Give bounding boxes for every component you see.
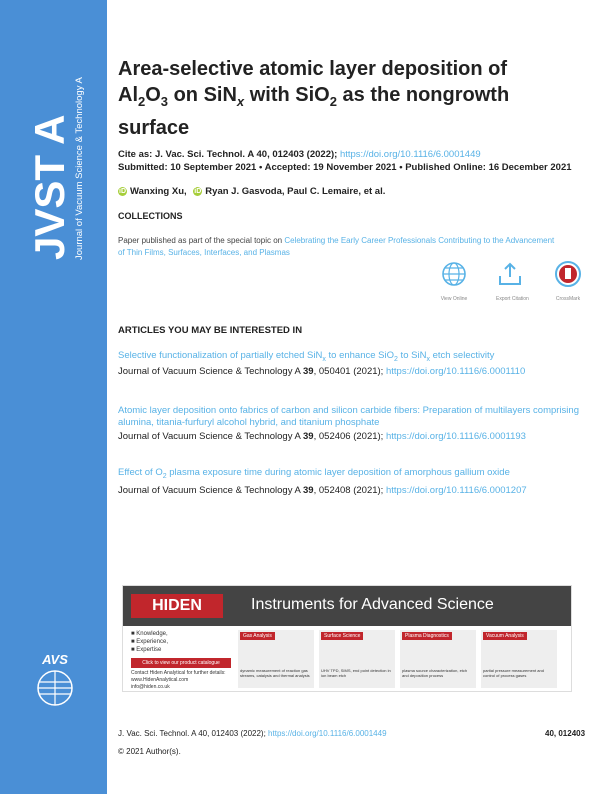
hiden-advertisement[interactable] xyxy=(122,585,572,692)
crossmark-button[interactable] xyxy=(554,260,582,302)
author-list xyxy=(118,186,385,197)
related-article-title[interactable]: Effect of $O_2$ plasma exposure time during atomic layer deposition of amorphous gallium oxide xyxy=(118,467,510,480)
article-doi-link[interactable]: https://doi.org/10.1116/6.0001449 xyxy=(339,149,481,160)
export-citation-button[interactable] xyxy=(496,260,529,302)
orcid-icon[interactable]: iD xyxy=(194,187,202,195)
author-1[interactable]: Wanxing Xu, xyxy=(130,186,187,197)
special-topic-link[interactable]: Celebrating the Early Career Professionals Contributing to the Advancement of Thin Films, Surfaces, Interfaces, and Plasmas xyxy=(118,236,555,257)
related-article-reference: Journal of Vacuum Science & Technology A 39, 052408 (2021); https://doi.org/10.1116/6.0001207 xyxy=(118,485,527,496)
ad-panel-gas-analysis: Gas Analysis dynamic measurement of reaction gas streams, catalysis and thermal analysis xyxy=(238,630,314,688)
ad-panel-vacuum-analysis: Vacuum Analysis partial pressure measurement and control of process gases xyxy=(481,630,557,688)
journal-logo xyxy=(20,60,90,270)
copyright: © 2021 Author(s). xyxy=(118,747,181,756)
globe-icon xyxy=(440,260,468,288)
related-article-reference: Journal of Vacuum Science & Technology A 39, 050401 (2021); https://doi.org/10.1116/6.0001110 xyxy=(118,366,526,377)
related-article-doi[interactable]: https://doi.org/10.1116/6.0001110 xyxy=(385,366,526,377)
export-citation-label: Export Citation xyxy=(496,296,529,302)
view-online-label: View Online xyxy=(440,296,468,302)
author-2[interactable]: Ryan J. Gasvoda, Paul C. Lemaire, et al. xyxy=(205,186,386,197)
journal-sidebar xyxy=(0,0,107,794)
related-article-reference: Journal of Vacuum Science & Technology A 39, 052406 (2021); https://doi.org/10.1116/6.0001193 xyxy=(118,431,526,442)
journal-abbrev: JVST A xyxy=(26,114,73,260)
export-icon xyxy=(496,260,524,288)
related-article-doi[interactable]: https://doi.org/10.1116/6.0001207 xyxy=(385,485,527,496)
footer-page-number: 40, 012403 xyxy=(545,729,586,738)
hiden-logo: HIDEN xyxy=(131,594,223,618)
crossmark-label: CrossMark xyxy=(555,296,581,302)
ad-contact: Contact Hiden Analytical for further details: www.HidenAnalytical.com info@hiden.co.uk xyxy=(131,670,226,690)
orcid-icon[interactable]: iD xyxy=(119,187,126,195)
ad-panel-surface-science: Surface Science UHV TPD, SIMS, end point detection in ion beam etch xyxy=(319,630,395,688)
related-article-title[interactable]: Atomic layer deposition onto fabrics of carbon and silicon carbide fibers: Preparation of multilayers comprising alumina, titania-furfuryl alcohol hybrid, and titanium phosphate xyxy=(118,405,579,428)
collections-heading: COLLECTIONS xyxy=(118,211,183,221)
ad-bullets: ■ Knowledge, ■ Experience, ■ Expertise xyxy=(131,631,168,653)
article-title: Area-selective atomic layer deposition of $Al_2O_3$ on SiN$_x$ with SiO$_2$ as the nongrowth surface xyxy=(118,58,510,139)
special-topic-note: Paper published as part of the special topic on Celebrating the Early Career Professionals Contributing to the Advancement of Thin Films, Surfaces, Interfaces, and Plasmas xyxy=(118,236,555,257)
crossmark-icon xyxy=(554,260,582,288)
footer-doi-link[interactable]: https://doi.org/10.1116/6.0001449 xyxy=(268,729,387,738)
view-online-button[interactable] xyxy=(440,260,468,302)
avs-logo-text: AVS xyxy=(42,652,68,667)
related-article-title[interactable]: Selective functionalization of partially etched SiN$_x$ to enhance SiO$_2$ to SiN$_x$ etch selectivity xyxy=(118,350,495,363)
ad-catalogue-button[interactable]: Click to view our product catalogue xyxy=(131,658,231,668)
article-dates: Submitted: 10 September 2021 • Accepted: 19 November 2021 • Published Online: 16 December 2021 xyxy=(118,162,572,173)
footer-citation: J. Vac. Sci. Technol. A 40, 012403 (2022); https://doi.org/10.1116/6.0001449 xyxy=(118,729,387,738)
avs-logo xyxy=(33,652,77,708)
ad-panel-plasma-diagnostics: Plasma Diagnostics plasma source characterization, etch and deposition process xyxy=(400,630,476,688)
related-articles-heading: ARTICLES YOU MAY BE INTERESTED IN xyxy=(118,325,303,336)
citation-block xyxy=(118,148,588,174)
ad-banner xyxy=(123,586,571,626)
journal-full-name: Journal of Vacuum Science & Technology A xyxy=(74,77,85,260)
ad-tagline: Instruments for Advanced Science xyxy=(251,596,494,613)
cite-label: Cite as: J. Vac. Sci. Technol. A 40, 012403 (2022); xyxy=(118,149,338,160)
related-article-doi[interactable]: https://doi.org/10.1116/6.0001193 xyxy=(385,431,526,442)
